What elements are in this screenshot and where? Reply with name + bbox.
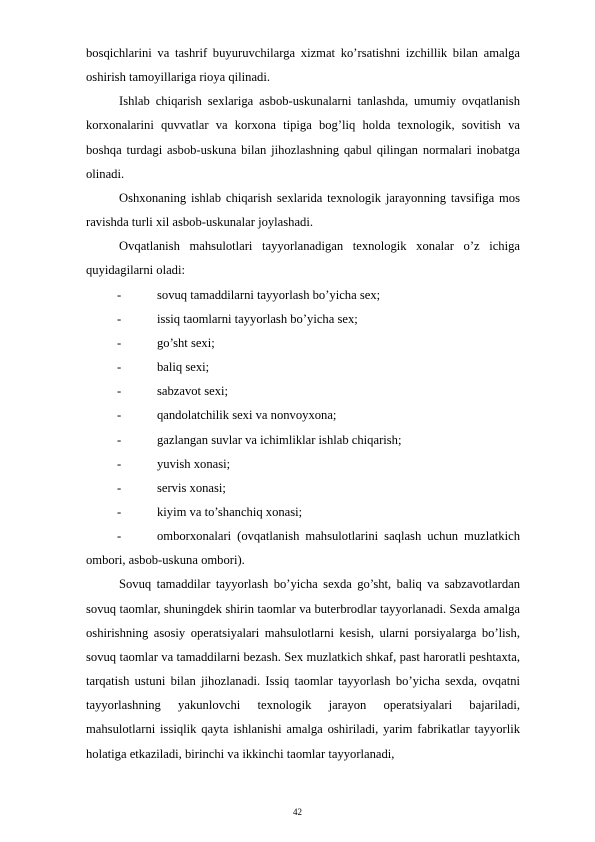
- list-item-text: servis xonasi;: [157, 480, 226, 495]
- list-dash: -: [117, 504, 122, 519]
- list-dash: -: [117, 408, 122, 423]
- list-item: [86, 428, 520, 452]
- list-item-text: kiyim va to’shanchiq xonasi;: [157, 504, 303, 519]
- list-item-text: go’sht sexi;: [157, 335, 215, 350]
- rooms-list: [86, 283, 520, 573]
- list-dash: -: [117, 384, 122, 399]
- list-item-text: qandolatchilik sexi va nonvoyxona;: [157, 408, 337, 423]
- list-item-text: baliq sexi;: [157, 360, 210, 375]
- paragraph-technological-rooms: Ovqatlanish mahsulotlari tayyorlanadigan texnologik xonalar o’z ichiga quyidagilarni oladi:: [86, 239, 520, 278]
- list-dash: -: [117, 311, 122, 326]
- paragraph-equipment-selection: Ishlab chiqarish sexlariga asbob-uskunalarni tanlashda, umumiy ovqatlanish korxonalarini quvvatlar va korxona tipiga bog’liq holda texnologik, sovitish va boshqa turdagi asbob-uskuna bilan jihozlashning qabul qilingan normalari inobatga olinadi.: [86, 94, 520, 181]
- list-item: [86, 331, 520, 355]
- list-dash: -: [117, 480, 122, 495]
- list-dash: -: [117, 529, 122, 544]
- list-item-text: issiq taomlarni tayyorlash bo’yicha sex;: [157, 311, 358, 326]
- list-dash: -: [117, 287, 122, 302]
- list-item: [86, 524, 520, 572]
- list-item-text: sovuq tamaddilarni tayyorlash bo’yicha sex;: [157, 287, 381, 302]
- paragraph-continuation: bosqichlarini va tashrif buyuruvchilarga xizmat ko’rsatishni izchillik bilan amalga oshirish tamoyillariga rioya qilinadi.: [86, 46, 520, 85]
- list-item-text: omborxonalari (ovqatlanish mahsulotlarini saqlash uchun muzlatkich ombori, asbob-uskuna ombori).: [86, 529, 520, 568]
- list-dash: -: [117, 360, 122, 375]
- page-number: 42: [293, 807, 302, 817]
- paragraph-kitchen-equipment: Oshxonaning ishlab chiqarish sexlarida texnologik jarayonning tavsifiga mos ravishda turli xil asbob-uskunalar joylashadi.: [86, 190, 520, 230]
- list-item-text: sabzavot sexi;: [157, 384, 228, 399]
- list-dash: -: [117, 432, 122, 447]
- list-item: [86, 476, 520, 500]
- list-dash: -: [117, 456, 122, 471]
- list-item: [86, 403, 520, 427]
- list-item: [86, 307, 520, 331]
- body-text: [86, 41, 520, 766]
- list-item: [86, 355, 520, 379]
- list-item: [86, 379, 520, 403]
- list-item-text: gazlangan suvlar va ichimliklar ishlab chiqarish;: [157, 432, 402, 447]
- list-item: [86, 283, 520, 307]
- paragraph-cold-snacks-shop: Sovuq tamaddilar tayyorlash bo’yicha sexda go’sht, baliq va sabzavotlardan sovuq taomlar, shuningdek shirin taomlar va buterbrodlar tayyorlanadi. Sexda amalga oshirishning asosiy operatsiyalari mahsulotlarni kesish, ularni porsiyalarga bo’lish, sovuq taomlar va tamaddilarni bezash. Sex muzlatkich shkaf, past haroratli peshtaxta, tarqatish ustuni bilan jihozlanadi. Issiq taomlar tayyorlash bo’yicha sexda, ovqatni tayyorlashning yakunlovchi texnologik jarayon operatsiyalari bajariladi, mahsulotlarni issiqlik qayta ishlanishi amalga oshiriladi, yarim fabrikatlar tayyorlik holatiga etkaziladi, birinchi va ikkinchi taomlar tayyorlanadi,: [86, 577, 520, 761]
- list-dash: -: [117, 335, 122, 350]
- list-item-text: yuvish xonasi;: [157, 456, 231, 471]
- list-item: [86, 500, 520, 524]
- list-item: [86, 452, 520, 476]
